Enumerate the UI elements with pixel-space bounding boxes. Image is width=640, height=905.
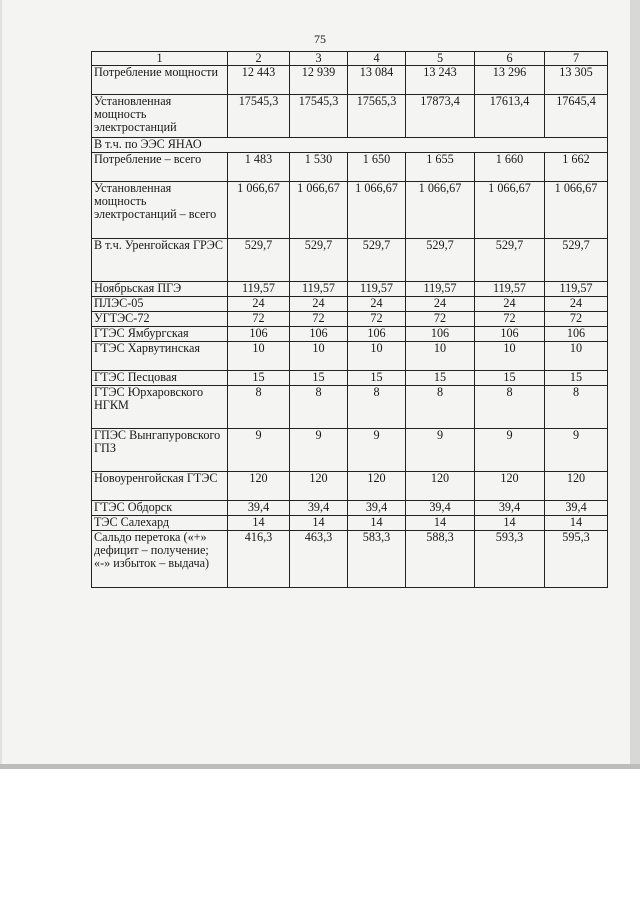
table-body [92,66,608,588]
row-label: ГПЭС Вынгапуровского ГПЗ [92,429,228,472]
row-label: Установленная мощность электростанций [92,95,228,138]
table-cell: 24 [228,297,290,312]
table-cell: 106 [406,327,475,342]
table-cell: 14 [406,516,475,531]
table-cell: 10 [290,342,348,371]
table-cell: 15 [475,371,545,386]
table-cell: 529,7 [406,239,475,282]
table-cell: 14 [290,516,348,531]
table-row [92,327,608,342]
table-cell: 593,3 [475,531,545,588]
table-cell: 15 [406,371,475,386]
column-header: 2 [228,52,290,66]
table-cell: 1 483 [228,153,290,182]
table-cell: 39,4 [348,501,406,516]
table-cell: 17613,4 [475,95,545,138]
row-label: ГТЭС Ямбургская [92,327,228,342]
column-header: 7 [545,52,608,66]
scan-edge [0,764,640,769]
row-label: ТЭС Салехард [92,516,228,531]
table-cell: 15 [228,371,290,386]
table-row [92,531,608,588]
page-number: 75 [314,32,326,46]
table-cell: 106 [475,327,545,342]
row-label: ПЛЭС-05 [92,297,228,312]
row-label: Новоуренгойская ГТЭС [92,472,228,501]
table-cell: 39,4 [545,501,608,516]
row-label: В т.ч. Уренгойская ГРЭС [92,239,228,282]
table-cell: 9 [290,429,348,472]
table-cell: 119,57 [406,282,475,297]
table-cell: 1 650 [348,153,406,182]
table-cell: 17873,4 [406,95,475,138]
table-cell: 15 [348,371,406,386]
table-row [92,342,608,371]
table-cell: 15 [290,371,348,386]
table-cell: 17645,4 [545,95,608,138]
table-cell: 24 [475,297,545,312]
table-cell: 1 662 [545,153,608,182]
row-label: ГТЭС Юрхаровского НГКМ [92,386,228,429]
table-cell: 14 [545,516,608,531]
table-cell: 529,7 [228,239,290,282]
table-cell: 24 [348,297,406,312]
table-row [92,66,608,95]
table-cell: 120 [406,472,475,501]
table-cell: 9 [348,429,406,472]
table-cell: 119,57 [228,282,290,297]
table-cell: 120 [348,472,406,501]
table-cell: 10 [348,342,406,371]
table-cell: 10 [228,342,290,371]
table-cell: 9 [406,429,475,472]
table-cell: 119,57 [348,282,406,297]
row-label: Потребление мощности [92,66,228,95]
table-cell: 72 [228,312,290,327]
row-label: ГТЭС Харвутинская [92,342,228,371]
column-header: 6 [475,52,545,66]
table-cell: 14 [348,516,406,531]
row-label: В т.ч. по ЭЭС ЯНАО [92,138,608,153]
table-row [92,386,608,429]
table-row [92,501,608,516]
column-header: 3 [290,52,348,66]
table-cell: 1 066,67 [406,182,475,239]
table-cell: 72 [348,312,406,327]
table-cell: 119,57 [475,282,545,297]
table-cell: 8 [475,386,545,429]
table-cell: 416,3 [228,531,290,588]
table-cell: 8 [228,386,290,429]
table-cell: 1 066,67 [475,182,545,239]
table-cell: 24 [290,297,348,312]
table-cell: 120 [545,472,608,501]
table-cell: 529,7 [348,239,406,282]
table-cell: 1 066,67 [290,182,348,239]
table-cell: 529,7 [545,239,608,282]
table-cell: 15 [545,371,608,386]
row-label: Сальдо перетока («+» дефицит – получение; «-» избыток – выдача) [92,531,228,588]
table-row [92,297,608,312]
table-cell: 10 [545,342,608,371]
table-cell: 8 [290,386,348,429]
table-cell: 10 [406,342,475,371]
table-cell: 13 243 [406,66,475,95]
table-cell: 463,3 [290,531,348,588]
table-cell: 24 [545,297,608,312]
table-cell: 39,4 [406,501,475,516]
table-cell: 8 [545,386,608,429]
column-header: 1 [92,52,228,66]
table-cell: 39,4 [228,501,290,516]
table-row [92,153,608,182]
row-label: Ноябрьская ПГЭ [92,282,228,297]
table-cell: 24 [406,297,475,312]
table-row [92,472,608,501]
table-cell: 1 530 [290,153,348,182]
table-cell: 72 [475,312,545,327]
table-row [92,312,608,327]
table-cell: 72 [545,312,608,327]
table-cell: 529,7 [475,239,545,282]
row-label: ГТЭС Песцовая [92,371,228,386]
table-cell: 106 [545,327,608,342]
table-row [92,138,608,153]
table-row [92,95,608,138]
table-cell: 120 [290,472,348,501]
table-row [92,182,608,239]
table-cell: 13 084 [348,66,406,95]
table-cell: 1 655 [406,153,475,182]
table-cell: 13 296 [475,66,545,95]
table-cell: 120 [228,472,290,501]
table-row [92,282,608,297]
row-label: Установленная мощность электростанций – всего [92,182,228,239]
table-cell: 17545,3 [228,95,290,138]
table-cell: 14 [475,516,545,531]
row-label: Потребление – всего [92,153,228,182]
table-cell: 12 443 [228,66,290,95]
table-cell: 9 [228,429,290,472]
column-header: 4 [348,52,406,66]
table-cell: 595,3 [545,531,608,588]
table-header-row [92,52,608,66]
table-row [92,429,608,472]
table-cell: 119,57 [545,282,608,297]
table-cell: 17565,3 [348,95,406,138]
table-cell: 17545,3 [290,95,348,138]
table-cell: 8 [348,386,406,429]
data-table [91,51,608,588]
table-cell: 106 [290,327,348,342]
table-row [92,239,608,282]
table-row [92,371,608,386]
table-cell: 9 [545,429,608,472]
table-cell: 10 [475,342,545,371]
row-label: ГТЭС Обдорск [92,501,228,516]
table-cell: 9 [475,429,545,472]
table-cell: 1 066,67 [228,182,290,239]
column-header: 5 [406,52,475,66]
table-cell: 529,7 [290,239,348,282]
row-label: УГТЭС-72 [92,312,228,327]
table-cell: 106 [228,327,290,342]
table-cell: 106 [348,327,406,342]
table-cell: 1 066,67 [545,182,608,239]
table-cell: 72 [406,312,475,327]
table-cell: 1 660 [475,153,545,182]
table-cell: 13 305 [545,66,608,95]
table-cell: 8 [406,386,475,429]
table-cell: 72 [290,312,348,327]
table-row [92,516,608,531]
table-cell: 39,4 [290,501,348,516]
table-cell: 588,3 [406,531,475,588]
table-cell: 39,4 [475,501,545,516]
table-cell: 119,57 [290,282,348,297]
table-cell: 120 [475,472,545,501]
table-cell: 12 939 [290,66,348,95]
table-cell: 14 [228,516,290,531]
table-cell: 583,3 [348,531,406,588]
table-cell: 1 066,67 [348,182,406,239]
